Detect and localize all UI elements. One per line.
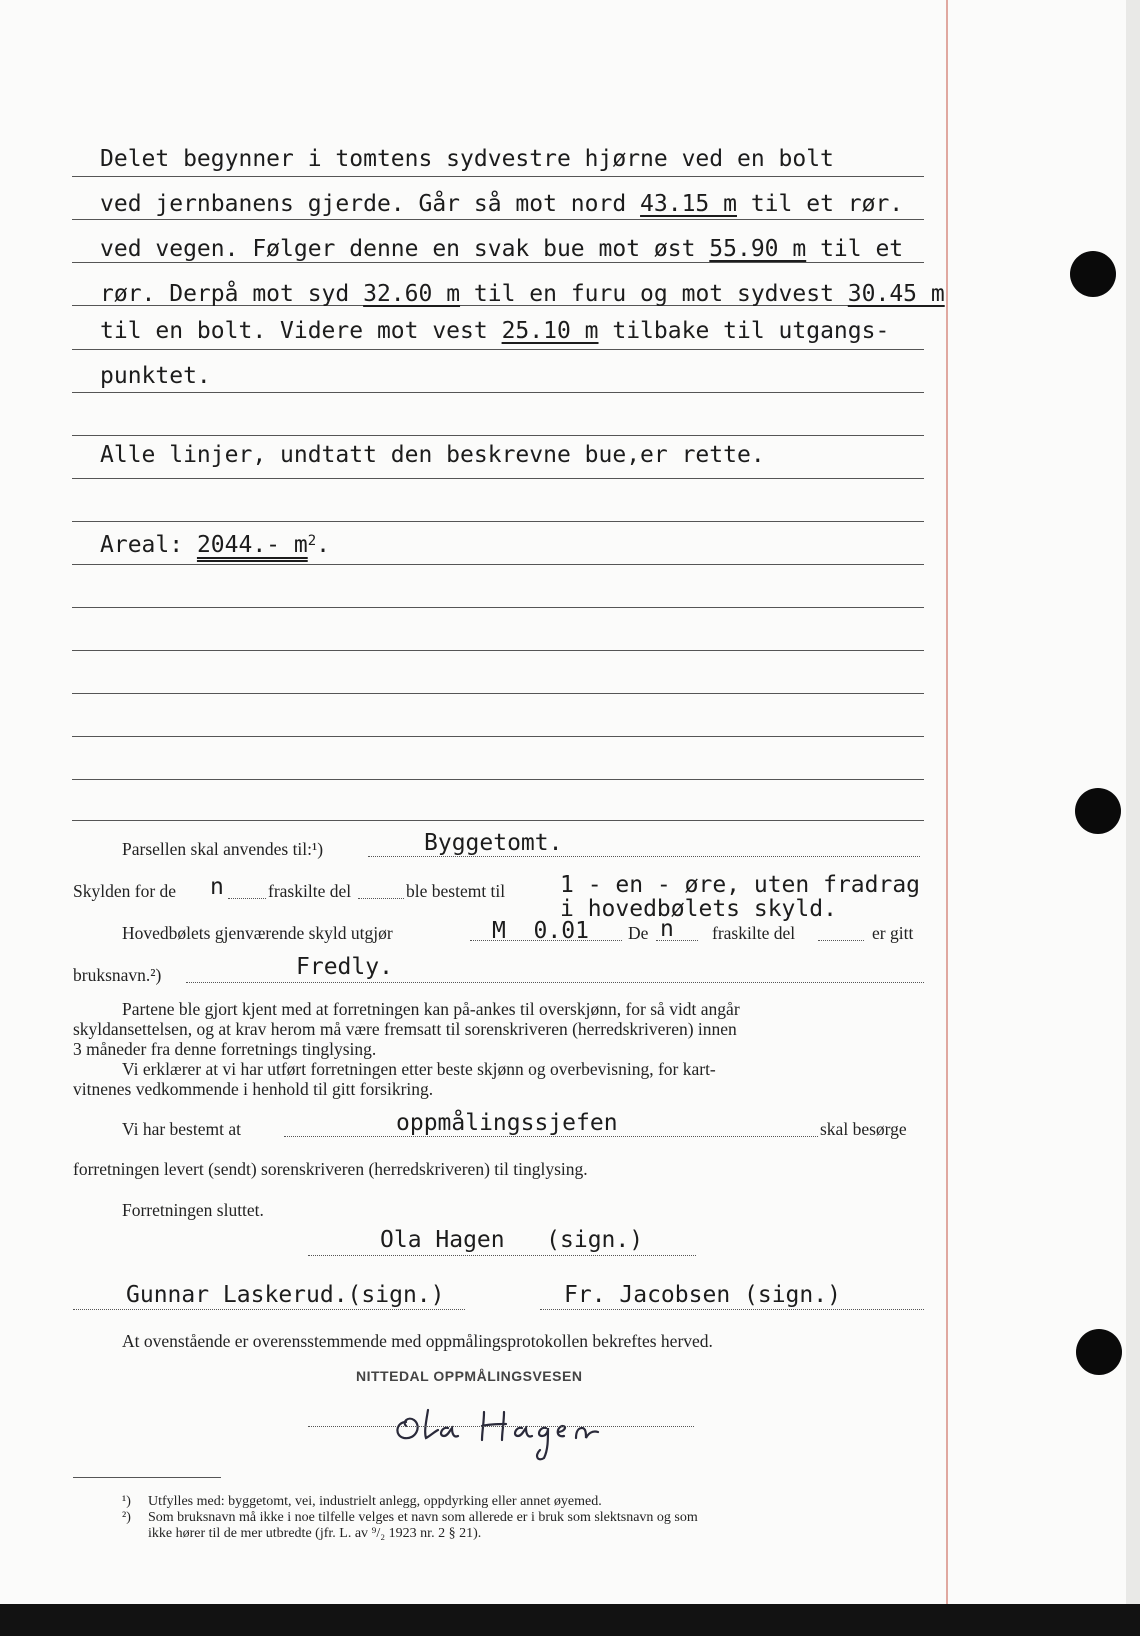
hoved-n: n	[660, 916, 674, 942]
measurement-north: 43.15 m	[640, 191, 737, 217]
measurement-west: 25.10 m	[501, 318, 599, 344]
skyld-label-b: fraskilte del	[268, 881, 352, 901]
fill-line	[186, 982, 924, 983]
ruled-line	[72, 607, 924, 608]
fill-line	[656, 940, 698, 941]
ruled-line	[72, 262, 924, 263]
area-line: Areal: 2044.- $m^2$.	[100, 532, 331, 558]
levert-line: forretningen levert (sendt) sorenskriveren (herredskriveren) til tinglysing.	[73, 1159, 588, 1179]
handwritten-signature	[388, 1392, 608, 1464]
fill-line	[368, 856, 920, 857]
boundary-line-1: Delet begynner i tomtens sydvestre hjørne ved en bolt	[100, 146, 834, 172]
measurement-south: 32.60 m	[363, 281, 461, 307]
signature-line	[308, 1255, 696, 1256]
fill-line	[228, 898, 266, 899]
bestemt-end: skal besørge	[820, 1119, 907, 1139]
ruled-line	[72, 478, 924, 479]
skyld-value-1: 1 - en - øre, uten fradrag	[560, 872, 921, 898]
footnote-2a: Som bruksnavn må ikke i noe tilfelle velges et navn som allerede er i bruk som slektsnavn og som	[148, 1510, 698, 1525]
ruled-line	[72, 650, 924, 651]
signature-line	[308, 1426, 694, 1427]
skyld-n: n	[210, 874, 224, 900]
boundary-line-4: rør. Derpå mot syd 32.60 m til en furu og mot sydvest 30.45 m	[100, 281, 945, 307]
ruled-line	[72, 219, 924, 220]
bekreft-line: At ovenstående er overensstemmende med oppmålingsprotokollen bekreftes herved.	[122, 1331, 713, 1351]
signature-line	[73, 1309, 465, 1310]
ruled-line	[72, 693, 924, 694]
boundary-line-5: til en bolt. Videre mot vest 25.10 m tilbake til utgangs-	[100, 318, 890, 344]
boundary-line-6: punktet.	[100, 363, 211, 389]
fill-line	[818, 940, 864, 941]
partene-line-3: 3 måneder fra denne forretnings tinglysing.	[73, 1039, 377, 1059]
signature-ola-hagen: Ola Hagen (sign.)	[380, 1227, 644, 1253]
ruled-line	[72, 435, 924, 436]
hoved-de: De	[628, 923, 649, 943]
partene-line-2: skyldansettelsen, og at krav herom må være fremsatt til sorenskriveren (herredskriveren) innen	[73, 1019, 737, 1039]
office-stamp: NITTEDAL OPPMÅLINGSVESEN	[356, 1368, 583, 1384]
ruled-line	[72, 521, 924, 522]
sluttet-line: Forretningen sluttet.	[122, 1200, 264, 1220]
footnote-separator	[73, 1477, 221, 1478]
signature-gunnar-laskerud: Gunnar Laskerud.(sign.)	[126, 1282, 445, 1308]
ruled-line	[72, 392, 924, 393]
footnote-2-mark: ²)	[122, 1510, 131, 1525]
fill-line	[470, 940, 622, 941]
ruled-line	[72, 820, 924, 821]
ruled-line	[72, 349, 924, 350]
bestemt-label: Vi har bestemt at	[122, 1119, 241, 1139]
partene-line-1: Partene ble gjort kjent med at forretningen kan på-ankes til overskjønn, for så vidt angår	[122, 999, 740, 1019]
hoved-label: Hovedbølets gjenværende skyld utgjør	[122, 923, 393, 943]
erklaering-line-1: Vi erklærer at vi har utført forretningen etter beste skjønn og overbevisning, for kart-	[122, 1059, 716, 1079]
scan-border	[0, 1604, 1140, 1636]
fill-line	[284, 1136, 818, 1137]
hoved-fraskilte: fraskilte del	[712, 923, 796, 943]
ruled-line	[72, 176, 924, 177]
area-value: 2044.- m	[196, 532, 308, 558]
footnote-1: Utfylles med: byggetomt, vei, industrielt anlegg, oppdyrking eller annet øyemed.	[148, 1494, 602, 1509]
footnote-1-mark: ¹)	[122, 1494, 131, 1509]
measurement-southwest: 30.45 m	[847, 281, 945, 307]
erklaering-line-2: vitnenes vedkommende i henhold til gitt forsikring.	[73, 1079, 434, 1099]
page-edge	[1126, 0, 1140, 1636]
ruled-line	[72, 736, 924, 737]
parsell-label: Parsellen skal anvendes til:¹)	[122, 839, 324, 859]
ruled-line	[72, 779, 924, 780]
boundary-line-3: ved vegen. Følger denne en svak bue mot øst 55.90 m til et	[100, 236, 904, 262]
punch-hole-top	[1070, 251, 1116, 297]
margin-line	[946, 0, 948, 1604]
hoved-value: M 0.01	[492, 918, 589, 944]
measurement-east: 55.90 m	[709, 236, 807, 262]
punch-hole-middle	[1075, 788, 1121, 834]
bruk-value: Fredly.	[296, 954, 393, 980]
boundary-line-2: ved jernbanens gjerde. Går så mot nord 43.15 m til et rør.	[100, 191, 904, 217]
ruled-line	[72, 564, 924, 565]
skyld-label-c: ble bestemt til	[406, 881, 506, 901]
parsell-value: Byggetomt.	[424, 830, 563, 856]
bestemt-value: oppmålingssjefen	[396, 1110, 618, 1136]
skyld-value-2: i hovedbølets skyld.	[560, 896, 837, 922]
fill-line	[358, 898, 404, 899]
signature-fr-jacobsen: Fr. Jacobsen (sign.)	[564, 1282, 841, 1308]
boundary-line-7: Alle linjer, undtatt den beskrevne bue,er rette.	[100, 442, 765, 468]
hoved-gitt: er gitt	[872, 923, 914, 943]
punch-hole-bottom	[1076, 1329, 1122, 1375]
signature-line	[540, 1309, 924, 1310]
skyld-label-a: Skylden for de	[73, 881, 177, 901]
bruk-label: bruksnavn.²)	[73, 965, 162, 985]
footnote-2b: ikke hører til de mer utbredte (jfr. L. av ⁹/₂ 1923 nr. 2 § 21).	[148, 1526, 482, 1541]
